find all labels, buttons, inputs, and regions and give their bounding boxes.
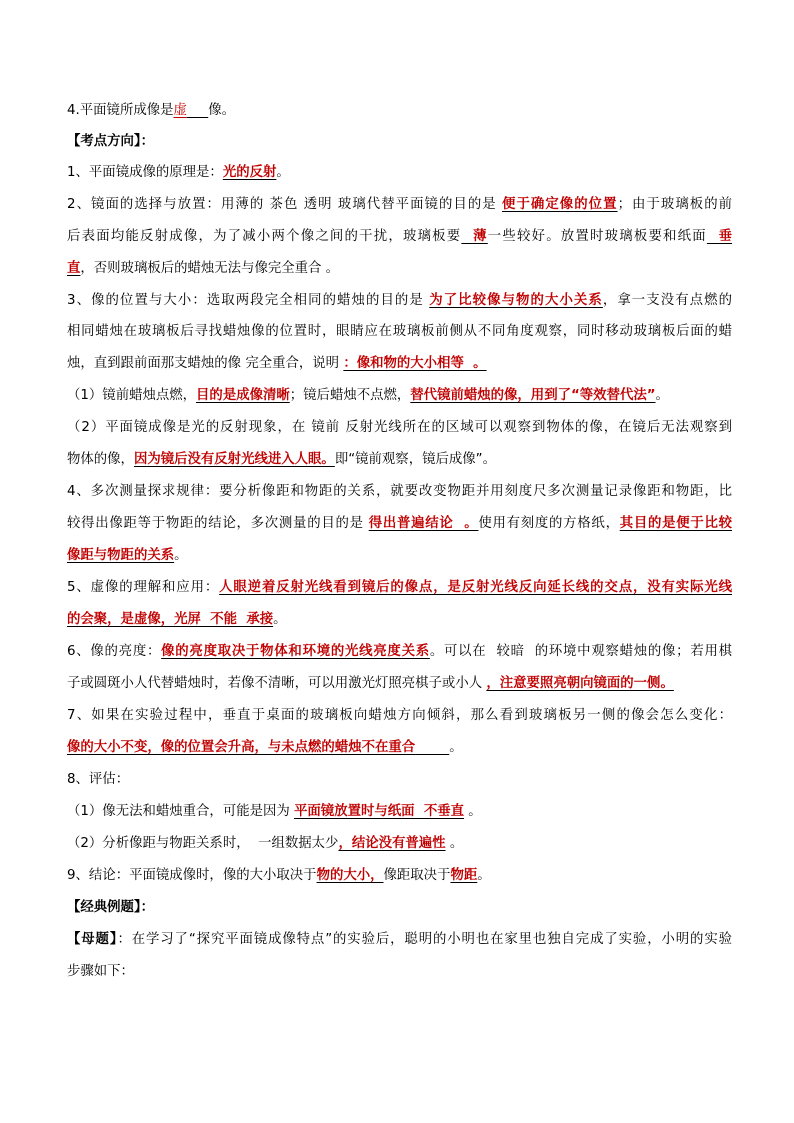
point-6-line-1: 6、像的亮度：像的亮度取决于物体和环境的光线亮度关系。可以在 较暗 的环境中观察蜡烛的像；若用棋 xyxy=(67,644,732,659)
point-4-line-3: 像距与物距的关系。 xyxy=(67,548,188,563)
answer-virtual: 虚 xyxy=(173,103,187,118)
point-2-line-3: 直，否则玻璃板后的蜡烛无法与像完全重合 。 xyxy=(67,261,340,276)
point-4-line-1: 4、多次测量探求规律：要分析像距和物距的关系，就要改变物距并用刻度尺多次测量记录像距和物距，比 xyxy=(67,484,732,499)
point-5-line-2: 的会聚，是虚像，光屏 不能 承接。 xyxy=(67,612,287,627)
section-heading-key-points: 【考点方向】： xyxy=(67,134,155,149)
point-3-line-2: 相同蜡烛在玻璃板后寻找蜡烛像的位置时，眼睛应在玻璃板前侧从不同角度观察，同时移动玻璃板后面的蜡 xyxy=(67,324,732,339)
section-heading-classic-examples: 【经典例题】： xyxy=(67,900,155,915)
point-4-line-2: 较得出像距等于物距的结论，多次测量的目的是 得出普遍结论 。使用有刻度的方格纸，其目的是便于比较 xyxy=(67,516,732,531)
point-8-sub-1: （1）像无法和蜡烛重合，可能是因为 平面镜放置时与纸面 不垂直 。 xyxy=(67,804,482,819)
line-mirror-image-type: 4.平面镜所成像是虚 像。 xyxy=(67,103,235,118)
point-9: 9、结论：平面镜成像时，像的大小取决于物的大小，像距取决于物距。 xyxy=(67,868,491,883)
point-8-sub-2: （2）分析像距与物距关系时， 一组数据太少，结论没有普遍性 。 xyxy=(67,836,464,851)
point-5-line-1: 5、虚像的理解和应用：人眼逆着反射光线看到镜后的像点，是反射光线反向延长线的交点，没有实际光线 xyxy=(67,580,732,595)
example-intro-line-2: 步骤如下： xyxy=(67,964,134,979)
point-3-sub-2-line-1: （2）平面镜成像是光的反射现象，在 镜前 反射光线所在的区域可以观察到物体的像，在镜后无法观察到 xyxy=(67,420,732,435)
point-2-line-2: 后表面均能反射成像，为了减小两个像之间的干扰，玻璃板要 薄一些较好。放置时玻璃板要和纸面 垂 xyxy=(67,229,733,244)
point-8-heading: 8、评估： xyxy=(67,772,130,787)
point-3-line-3: 烛，直到跟前面那支蜡烛的像 完全重合，说明 ：像和物的大小相等 。 xyxy=(67,356,487,371)
point-2-line-1: 2、镜面的选择与放置：用薄的 茶色 透明 玻璃代替平面镜的目的是 便于确定像的位置；由于玻璃板的前 xyxy=(67,197,733,212)
point-7-line-1: 7、如果在实验过程中，垂直于桌面的玻璃板向蜡烛方向倾斜，那么看到玻璃板另一侧的像会怎么变化： xyxy=(67,708,732,723)
point-6-line-2: 子或圆斑小人代替蜡烛时，若像不清晰，可以用激光灯照亮棋子或小人 ，注意要照亮朝向镜面的一侧。 xyxy=(67,676,674,691)
point-3-line-1: 3、像的位置与大小：选取两段完全相同的蜡烛的目的是 为了比较像与物的大小关系，拿一支没有点燃的 xyxy=(67,293,733,308)
point-3-sub-2-line-2: 物体的像，因为镜后没有反射光线进入人眼。即“镜前观察，镜后成像”。 xyxy=(67,452,496,467)
point-3-sub-1: （1）镜前蜡烛点燃，目的是成像清晰；镜后蜡烛不点燃，替代镜前蜡烛的像，用到了“等效替代法”。 xyxy=(67,388,669,403)
point-1: 1、平面镜成像的原理是：光的反射。 xyxy=(67,165,290,180)
example-intro-line-1: 【母题】：在学习了“探究平面镜成像特点”的实验后，聪明的小明也在家里也独自完成了实验，小明的实验 xyxy=(67,932,732,947)
point-7-line-2: 像的大小不变，像的位置会升高，与未点燃的蜡烛不在重合 。 xyxy=(67,740,463,755)
